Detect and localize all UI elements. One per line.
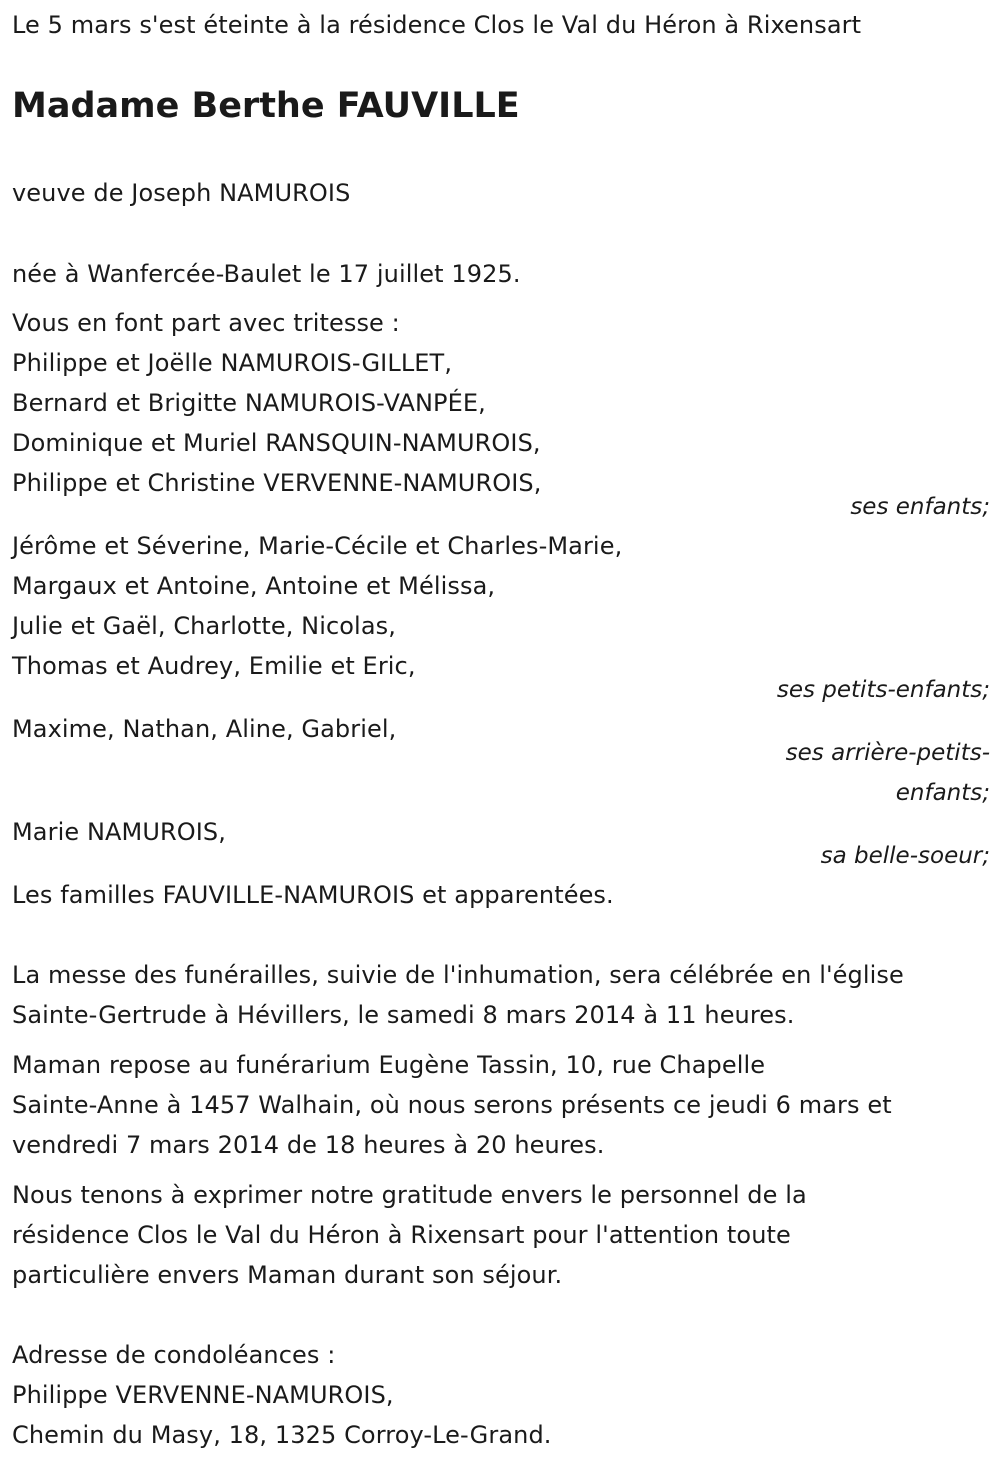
grandchild-line: Julie et Gaël, Charlotte, Nicolas, [12,612,396,640]
grandchild-line: Margaux et Antoine, Antoine et Mélissa, [12,572,496,600]
great-grandchildren-line: Maxime, Nathan, Aline, Gabriel, [12,715,397,743]
grandchildren-role: ses petits-enfants; [776,677,990,703]
mass-line: Sainte-Gertrude à Hévillers, le samedi 8 mars 2014 à 11 heures. [12,1001,795,1029]
mass-line: La messe des funérailles, suivie de l'inhumation, sera célébrée en l'église [12,961,904,989]
great-grandchildren-role-line1: ses arrière-petits- [785,740,990,766]
intro-text: Le 5 mars s'est éteinte à la résidence Clos le Val du Héron à Rixensart [12,11,862,39]
condolences-heading: Adresse de condoléances : [12,1341,336,1369]
obituary-notice [12,0,990,1469]
funerarium-line: vendredi 7 mars 2014 de 18 heures à 20 heures. [12,1131,605,1159]
grandchild-line: Jérôme et Séverine, Marie-Cécile et Charles-Marie, [12,532,623,560]
sister-in-law-role: sa belle-soeur; [820,843,990,869]
funerarium-line: Maman repose au funérarium Eugène Tassin, 10, rue Chapelle [12,1051,766,1079]
great-grandchildren-role-line2: enfants; [895,780,990,806]
widow-of-text: veuve de Joseph NAMUROIS [12,179,351,207]
funerarium-line: Sainte-Anne à 1457 Walhain, où nous serons présents ce jeudi 6 mars et [12,1091,892,1119]
announcement-text: Vous en font part avec tritesse : [12,309,400,337]
deceased-name: Madame Berthe FAUVILLE [12,86,520,126]
child-line: Dominique et Muriel RANSQUIN-NAMUROIS, [12,429,541,457]
sister-in-law-line: Marie NAMUROIS, [12,818,226,846]
gratitude-line: résidence Clos le Val du Héron à Rixensart pour l'attention toute [12,1221,791,1249]
condolences-address: Chemin du Masy, 18, 1325 Corroy-Le-Grand. [12,1421,552,1449]
birth-text: née à Wanfercée-Baulet le 17 juillet 1925. [12,260,521,288]
child-line: Philippe et Christine VERVENNE-NAMUROIS, [12,469,542,497]
child-line: Philippe et Joëlle NAMUROIS-GILLET, [12,349,453,377]
families-line: Les familles FAUVILLE-NAMUROIS et apparentées. [12,881,614,909]
gratitude-line: particulière envers Maman durant son séjour. [12,1261,563,1289]
gratitude-line: Nous tenons à exprimer notre gratitude envers le personnel de la [12,1181,807,1209]
condolences-name: Philippe VERVENNE-NAMUROIS, [12,1381,394,1409]
grandchild-line: Thomas et Audrey, Emilie et Eric, [12,652,416,680]
child-line: Bernard et Brigitte NAMUROIS-VANPÉE, [12,389,486,417]
children-role: ses enfants; [850,494,990,520]
